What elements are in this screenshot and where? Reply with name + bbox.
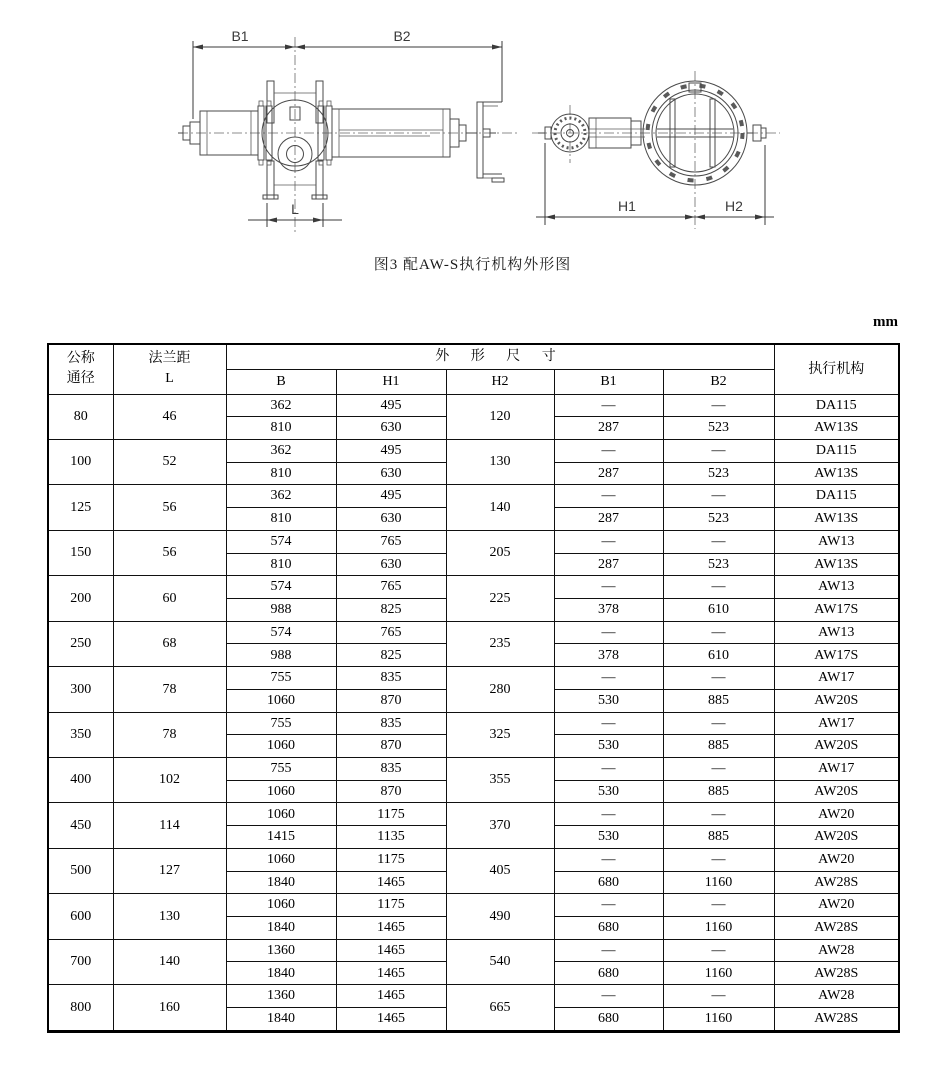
dimension-b1-b2	[193, 28, 502, 119]
h1-cell: 630	[336, 462, 446, 485]
h1-cell: 765	[336, 576, 446, 599]
actuator-cell: AW20S	[774, 689, 899, 712]
b2-cell: 523	[663, 553, 774, 576]
b1-cell: —	[554, 758, 663, 781]
actuator-cell: AW20	[774, 803, 899, 826]
h1-cell: 1465	[336, 917, 446, 940]
h2-cell: 225	[446, 576, 554, 621]
header-flange-line2: L	[165, 371, 174, 387]
header-dims: 外 形 尺 寸	[226, 344, 774, 369]
b2-cell: —	[663, 576, 774, 599]
h2-cell: 140	[446, 485, 554, 530]
b1-cell: 378	[554, 598, 663, 621]
l-cell: 52	[113, 439, 226, 484]
h1-cell: 835	[336, 758, 446, 781]
b1-cell: —	[554, 667, 663, 690]
b-cell: 574	[226, 621, 336, 644]
dn-cell: 100	[48, 439, 113, 484]
b1-cell: 287	[554, 508, 663, 531]
dim-label-h2: H2	[725, 198, 743, 214]
h2-cell: 280	[446, 667, 554, 712]
b-cell: 1360	[226, 939, 336, 962]
b2-cell: 523	[663, 417, 774, 440]
b1-cell: —	[554, 939, 663, 962]
outline-drawing-svg	[140, 15, 870, 255]
actuator-cell: AW17	[774, 758, 899, 781]
l-cell: 102	[113, 758, 226, 803]
header-b2: B2	[663, 369, 774, 394]
table-row	[48, 667, 899, 690]
table-wrap	[47, 343, 898, 1033]
dn-cell: 450	[48, 803, 113, 848]
dim-label-h1: H1	[618, 198, 636, 214]
b2-cell: —	[663, 485, 774, 508]
b1-cell: 287	[554, 417, 663, 440]
h1-cell: 835	[336, 667, 446, 690]
dn-cell: 600	[48, 894, 113, 939]
h1-cell: 495	[336, 394, 446, 417]
h2-cell: 490	[446, 894, 554, 939]
h2-cell: 235	[446, 621, 554, 666]
h2-cell: 540	[446, 939, 554, 984]
b2-cell: 610	[663, 598, 774, 621]
b2-cell: 885	[663, 826, 774, 849]
b1-cell: —	[554, 712, 663, 735]
b2-cell: 1160	[663, 871, 774, 894]
table-row	[48, 985, 899, 1008]
b-cell: 810	[226, 462, 336, 485]
b2-cell: —	[663, 439, 774, 462]
b1-cell: 680	[554, 962, 663, 985]
b1-cell: 287	[554, 553, 663, 576]
b2-cell: 523	[663, 462, 774, 485]
b1-cell: 378	[554, 644, 663, 667]
b-cell: 1840	[226, 1007, 336, 1031]
table-row	[48, 439, 899, 462]
actuator-cell: AW13S	[774, 553, 899, 576]
header-h1: H1	[336, 369, 446, 394]
b1-cell: 530	[554, 780, 663, 803]
l-cell: 130	[113, 894, 226, 939]
h2-cell: 325	[446, 712, 554, 757]
actuator-cell: AW13S	[774, 508, 899, 531]
header-flange	[113, 344, 226, 394]
h1-cell: 870	[336, 735, 446, 758]
b1-cell: —	[554, 848, 663, 871]
dn-cell: 250	[48, 621, 113, 666]
dn-cell: 400	[48, 758, 113, 803]
b-cell: 1840	[226, 962, 336, 985]
l-cell: 140	[113, 939, 226, 984]
b2-cell: —	[663, 394, 774, 417]
actuator-cell: DA115	[774, 394, 899, 417]
l-cell: 56	[113, 530, 226, 575]
l-cell: 78	[113, 667, 226, 712]
h1-cell: 870	[336, 780, 446, 803]
h1-cell: 495	[336, 439, 446, 462]
header-b: B	[226, 369, 336, 394]
h2-cell: 120	[446, 394, 554, 439]
actuator-cell: DA115	[774, 439, 899, 462]
actuator-cell: AW28S	[774, 1007, 899, 1031]
h1-cell: 495	[336, 485, 446, 508]
h2-cell: 130	[446, 439, 554, 484]
b2-cell: 610	[663, 644, 774, 667]
actuator-cell: AW28	[774, 939, 899, 962]
b-cell: 1840	[226, 871, 336, 894]
header-dn-line1: 公称	[66, 350, 95, 366]
b-cell: 810	[226, 508, 336, 531]
b-cell: 574	[226, 530, 336, 553]
actuator-cell: AW20S	[774, 826, 899, 849]
header-b1: B1	[554, 369, 663, 394]
dn-cell: 200	[48, 576, 113, 621]
table-row	[48, 530, 899, 553]
b1-cell: —	[554, 985, 663, 1008]
l-cell: 114	[113, 803, 226, 848]
b2-cell: —	[663, 848, 774, 871]
h2-cell: 405	[446, 848, 554, 893]
header-dn	[48, 344, 113, 394]
dim-label-l: L	[291, 201, 299, 217]
dn-cell: 800	[48, 985, 113, 1032]
h1-cell: 765	[336, 621, 446, 644]
l-cell: 68	[113, 621, 226, 666]
unit-label: mm	[873, 314, 898, 330]
table-row	[48, 621, 899, 644]
h1-cell: 1175	[336, 848, 446, 871]
h1-cell: 835	[336, 712, 446, 735]
dim-label-b2: B2	[393, 28, 411, 44]
dn-cell: 125	[48, 485, 113, 530]
b-cell: 1840	[226, 917, 336, 940]
side-view	[178, 37, 520, 233]
h2-cell: 370	[446, 803, 554, 848]
table-row	[48, 485, 899, 508]
h2-cell: 665	[446, 985, 554, 1032]
header-dn-line2: 通径	[66, 371, 95, 387]
b2-cell: —	[663, 985, 774, 1008]
figure-caption: 图3 配AW-S执行机构外形图	[373, 257, 572, 273]
b2-cell: 1160	[663, 962, 774, 985]
b1-cell: —	[554, 530, 663, 553]
header-actuator: 执行机构	[774, 344, 899, 394]
actuator-cell: AW13	[774, 530, 899, 553]
spec-table-head	[48, 344, 899, 394]
b2-cell: —	[663, 712, 774, 735]
dn-cell: 150	[48, 530, 113, 575]
table-row	[48, 939, 899, 962]
b1-cell: 680	[554, 917, 663, 940]
b-cell: 362	[226, 439, 336, 462]
b-cell: 755	[226, 758, 336, 781]
dn-cell: 300	[48, 667, 113, 712]
h2-cell: 355	[446, 758, 554, 803]
l-cell: 46	[113, 394, 226, 439]
b1-cell: —	[554, 621, 663, 644]
actuator-cell: DA115	[774, 485, 899, 508]
l-cell: 78	[113, 712, 226, 757]
spec-table	[47, 343, 900, 1033]
h1-cell: 630	[336, 417, 446, 440]
h1-cell: 1465	[336, 962, 446, 985]
b2-cell: —	[663, 758, 774, 781]
actuator-cell: AW28S	[774, 917, 899, 940]
actuator-cell: AW13S	[774, 462, 899, 485]
header-row-1	[48, 344, 899, 369]
actuator-cell: AW17	[774, 712, 899, 735]
h1-cell: 825	[336, 644, 446, 667]
table-row	[48, 758, 899, 781]
actuator-cell: AW17	[774, 667, 899, 690]
h1-cell: 1175	[336, 894, 446, 917]
dn-cell: 700	[48, 939, 113, 984]
table-row	[48, 394, 899, 417]
b-cell: 1060	[226, 848, 336, 871]
b2-cell: 885	[663, 735, 774, 758]
b1-cell: 530	[554, 689, 663, 712]
actuator-cell: AW13S	[774, 417, 899, 440]
h1-cell: 1465	[336, 871, 446, 894]
b2-cell: —	[663, 621, 774, 644]
h2-cell: 205	[446, 530, 554, 575]
b1-cell: —	[554, 894, 663, 917]
b2-cell: 885	[663, 780, 774, 803]
b-cell: 362	[226, 485, 336, 508]
h1-cell: 825	[336, 598, 446, 621]
actuator-cell: AW20S	[774, 780, 899, 803]
b1-cell: 680	[554, 871, 663, 894]
h1-cell: 1135	[336, 826, 446, 849]
h1-cell: 630	[336, 508, 446, 531]
header-h2: H2	[446, 369, 554, 394]
b2-cell: —	[663, 894, 774, 917]
dim-label-b1: B1	[231, 28, 249, 44]
actuator-cell: AW28	[774, 985, 899, 1008]
b-cell: 755	[226, 667, 336, 690]
b-cell: 988	[226, 598, 336, 621]
h1-cell: 870	[336, 689, 446, 712]
b2-cell: 523	[663, 508, 774, 531]
table-row	[48, 803, 899, 826]
b-cell: 362	[226, 394, 336, 417]
table-row	[48, 848, 899, 871]
h1-cell: 1465	[336, 939, 446, 962]
b-cell: 1060	[226, 803, 336, 826]
b-cell: 810	[226, 553, 336, 576]
h1-cell: 1465	[336, 985, 446, 1008]
b-cell: 755	[226, 712, 336, 735]
actuator-cell: AW28S	[774, 962, 899, 985]
h1-cell: 630	[336, 553, 446, 576]
b2-cell: —	[663, 803, 774, 826]
b1-cell: 530	[554, 735, 663, 758]
h1-cell: 765	[336, 530, 446, 553]
b1-cell: —	[554, 485, 663, 508]
actuator-cell: AW20	[774, 848, 899, 871]
l-cell: 60	[113, 576, 226, 621]
dn-cell: 80	[48, 394, 113, 439]
b-cell: 1415	[226, 826, 336, 849]
b-cell: 1060	[226, 780, 336, 803]
actuator-cell: AW20S	[774, 735, 899, 758]
b1-cell: 287	[554, 462, 663, 485]
actuator-cell: AW13	[774, 621, 899, 644]
b1-cell: 680	[554, 1007, 663, 1031]
b-cell: 810	[226, 417, 336, 440]
actuator-cell: AW28S	[774, 871, 899, 894]
table-row	[48, 712, 899, 735]
figure-area	[140, 15, 870, 255]
l-cell: 56	[113, 485, 226, 530]
actuator-cell: AW20	[774, 894, 899, 917]
table-row	[48, 894, 899, 917]
b1-cell: —	[554, 803, 663, 826]
actuator-cell: AW17S	[774, 598, 899, 621]
b1-cell: 530	[554, 826, 663, 849]
b-cell: 988	[226, 644, 336, 667]
dn-cell: 350	[48, 712, 113, 757]
b-cell: 574	[226, 576, 336, 599]
b2-cell: 1160	[663, 1007, 774, 1031]
b1-cell: —	[554, 394, 663, 417]
h1-cell: 1175	[336, 803, 446, 826]
dn-cell: 500	[48, 848, 113, 893]
b1-cell: —	[554, 439, 663, 462]
b2-cell: —	[663, 530, 774, 553]
b2-cell: —	[663, 939, 774, 962]
b-cell: 1060	[226, 689, 336, 712]
actuator-cell: AW17S	[774, 644, 899, 667]
spec-table-body	[48, 394, 899, 1032]
l-cell: 127	[113, 848, 226, 893]
b-cell: 1060	[226, 735, 336, 758]
l-cell: 160	[113, 985, 226, 1032]
h1-cell: 1465	[336, 1007, 446, 1031]
b2-cell: 1160	[663, 917, 774, 940]
actuator-cell: AW13	[774, 576, 899, 599]
b-cell: 1060	[226, 894, 336, 917]
header-flange-line1: 法兰距	[148, 350, 191, 366]
b1-cell: —	[554, 576, 663, 599]
b-cell: 1360	[226, 985, 336, 1008]
b2-cell: —	[663, 667, 774, 690]
table-row	[48, 576, 899, 599]
b2-cell: 885	[663, 689, 774, 712]
